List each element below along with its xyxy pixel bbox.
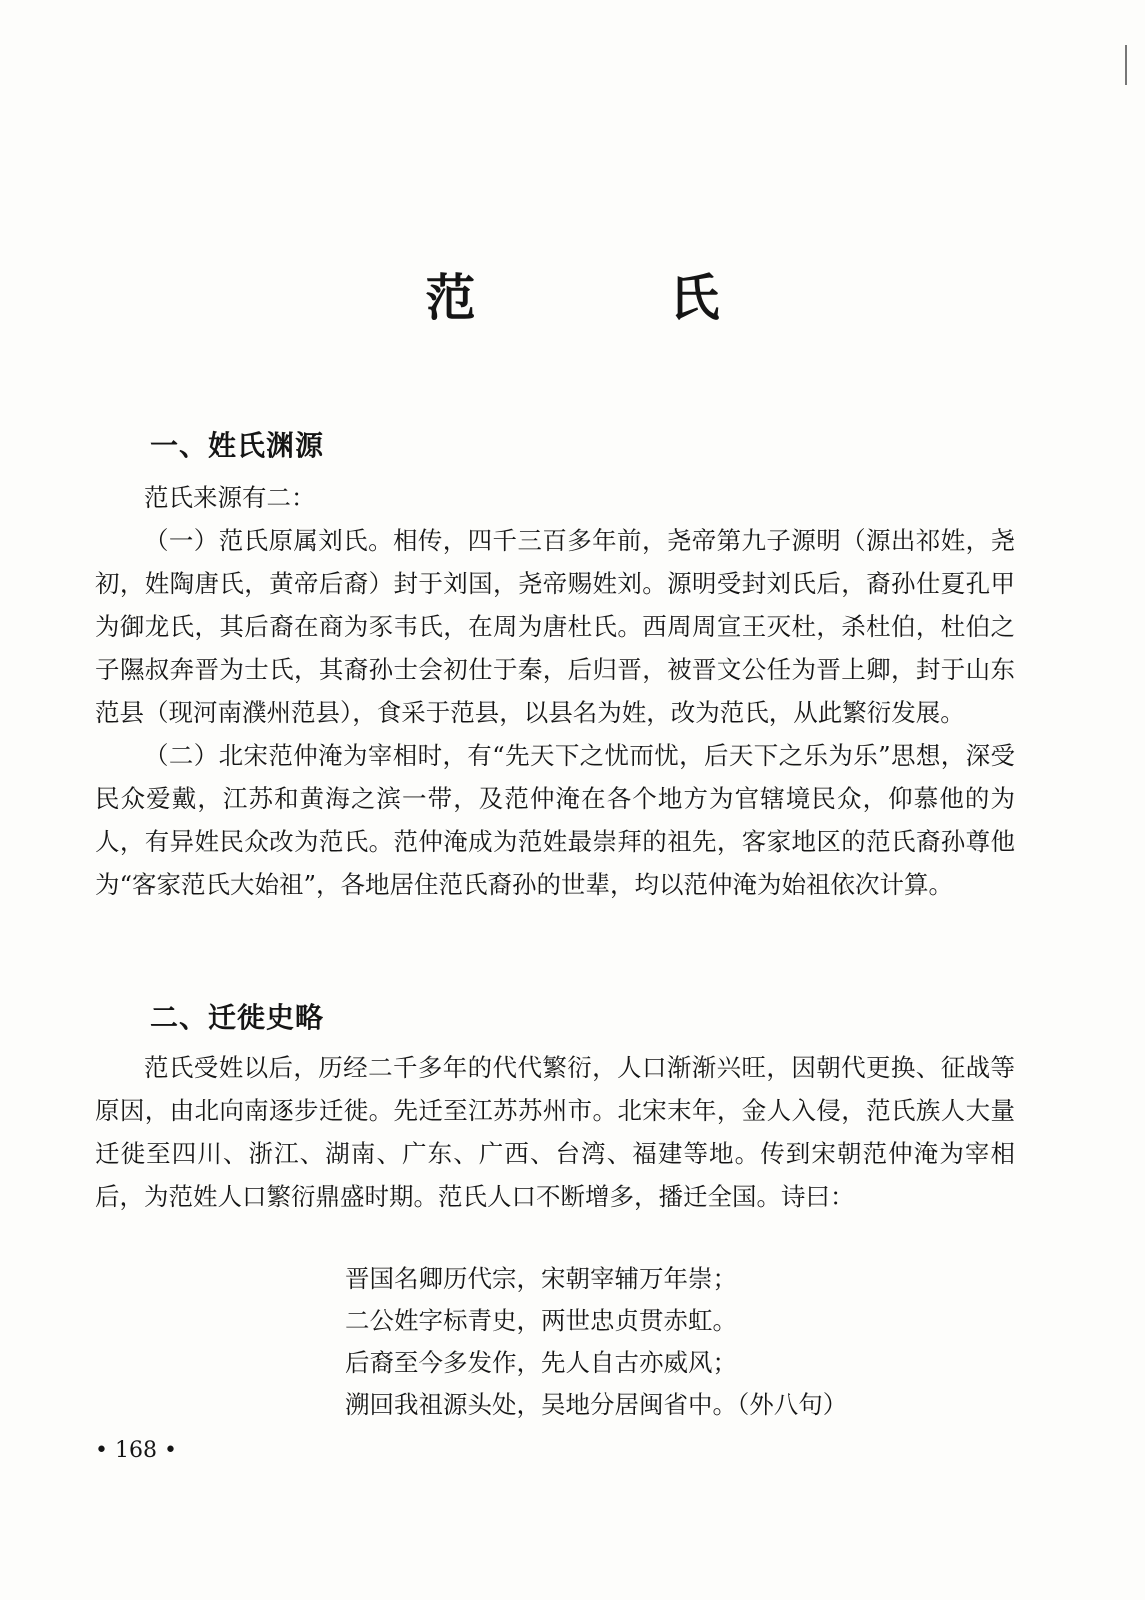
paragraph: 范氏受姓以后，历经二千多年的代代繁衍，人口渐渐兴旺，因朝代更换、征战等原因，由北向南逐步迁徙。先迁至江苏苏州市。北宋末年，金人入侵，范氏族人大量迁徙至四川、浙江、湖南、广东、广西、台湾、福建等地。传到宋朝范仲淹为宰相后，为范姓人口繁衍鼎盛时期。范氏人口不断增多，播迁全国。诗曰： bbox=[95, 1053, 1015, 1211]
page-number: • 168 • bbox=[95, 1438, 177, 1463]
paragraph: （二）北宋范仲淹为宰相时，有“先天下之忧而忧，后天下之乐为乐”思想，深受民众爱戴，江苏和黄海之滨一带，及范仲淹在各个地方为官辖境民众，仰慕他的为人，有异姓民众改为范氏。范仲淹成为范姓最崇拜的祖先，客家地区的范氏裔孙尊他为“客家范氏大始祖”，各地居住范氏裔孙的世辈，均以范仲淹为始祖依次计算。 bbox=[95, 741, 1015, 899]
poem-line: 后裔至今多发作，先人自古亦威风； bbox=[345, 1348, 737, 1377]
scan-edge-mark bbox=[1125, 45, 1127, 85]
section-heading-origin: 一、姓氏渊源 bbox=[150, 429, 325, 462]
paragraph: 范氏来源有二： bbox=[144, 483, 316, 512]
paragraph: （一）范氏原属刘氏。相传，四千三百多年前，尧帝第九子源明（源出祁姓，尧初，姓陶唐氏，黄帝后裔）封于刘国，尧帝赐姓刘。源明受封刘氏后，裔孙仕夏孔甲为御龙氏，其后裔在商为豕韦氏，在周为唐杜氏。西周周宣王灭杜，杀杜伯，杜伯之子隰叔奔晋为士氏，其裔孙士会初仕于秦，后归晋，被晋文公任为晋上卿，封于山东范县（现河南濮州范县），食采于范县，以县名为姓，改为范氏，从此繁衍发展。 bbox=[95, 526, 1015, 727]
poem-line: 溯回我祖源头处，吴地分居闽省中。（外八句） bbox=[345, 1390, 848, 1419]
section-origin-body bbox=[95, 476, 1015, 906]
poem-line: 晋国名卿历代宗，宋朝宰辅万年崇； bbox=[345, 1264, 737, 1293]
poem-line: 二公姓字标青史，两世忠贞贯赤虹。 bbox=[345, 1306, 737, 1335]
poem bbox=[345, 1258, 847, 1426]
section-heading-migration: 二、迁徙史略 bbox=[150, 1001, 325, 1034]
section-migration-body bbox=[95, 1046, 1015, 1218]
page-title: 范 氏 bbox=[425, 269, 792, 327]
